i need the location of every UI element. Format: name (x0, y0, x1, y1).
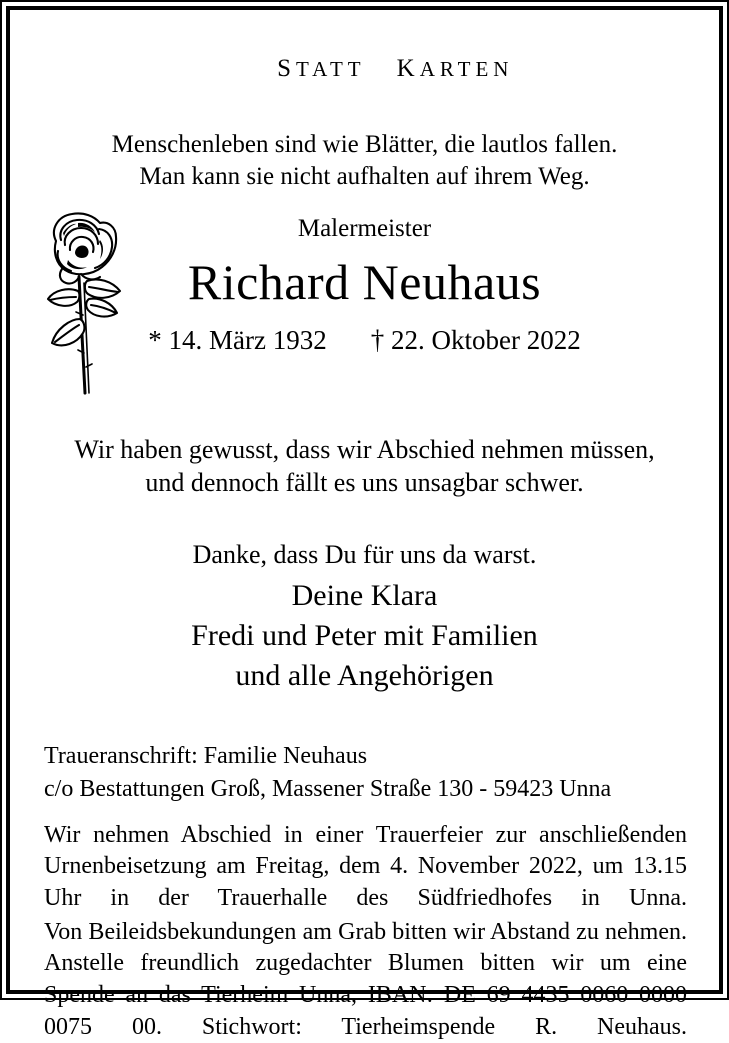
tribute-line-2: und dennoch fällt es uns unsagbar schwer. (32, 466, 697, 500)
statt-karten-text: STATT KARTEN (277, 57, 513, 81)
statt-karten-heading (32, 32, 697, 106)
obituary-frame (6, 6, 723, 994)
signer-line-1: Deine Klara (32, 576, 697, 616)
tribute-block (32, 433, 697, 501)
verse-line-2: Man kann sie nicht aufhalten auf ihrem Weg. (32, 161, 697, 193)
profession-label: Malermeister (32, 215, 697, 243)
birth-symbol: * (148, 325, 162, 355)
signer-line-2: Fredi und Peter mit Familien (32, 616, 697, 656)
death-date: 22. Oktober 2022 (391, 325, 581, 355)
deceased-block (32, 215, 697, 393)
death-symbol: † (371, 325, 385, 355)
life-dates (32, 326, 697, 356)
signers-block (32, 576, 697, 696)
thanks-line: Danke, dass Du für uns da warst. (32, 538, 697, 572)
tribute-line-1: Wir haben gewusst, dass wir Abschied nehmen müssen, (32, 433, 697, 467)
rose-icon (32, 207, 128, 397)
verse-line-1: Menschenleben sind wie Blätter, die lautlos fallen. (32, 129, 697, 161)
address-block (32, 740, 697, 806)
details-block (32, 820, 697, 1043)
signer-line-3: und alle Angehörigen (32, 656, 697, 696)
birth-date: 14. März 1932 (169, 325, 327, 355)
address-line-1: Traueranschrift: Familie Neuhaus (44, 740, 697, 773)
donation-paragraph: Von Beileidsbekundungen am Grab bitten wir Abstand zu nehmen. Anstelle freundlich zugedachter Blumen bitten wir um eine Spende an das Tierheim Unna, IBAN: DE 69 4435 0060 0000 0075 00. Stichwort: Tierheimspende R. Neuhaus. (44, 917, 687, 1043)
address-line-2: c/o Bestattungen Groß, Massener Straße 130 - 59423 Unna (44, 773, 697, 806)
deceased-name: Richard Neuhaus (32, 254, 697, 310)
ceremony-paragraph: Wir nehmen Abschied in einer Trauerfeier zur anschließenden Urnenbeisetzung am Freitag, dem 4. November 2022, um 13.15 Uhr in der Trauerhalle des Südfriedhofes in Unna. (44, 820, 687, 915)
verse-block (32, 129, 697, 193)
